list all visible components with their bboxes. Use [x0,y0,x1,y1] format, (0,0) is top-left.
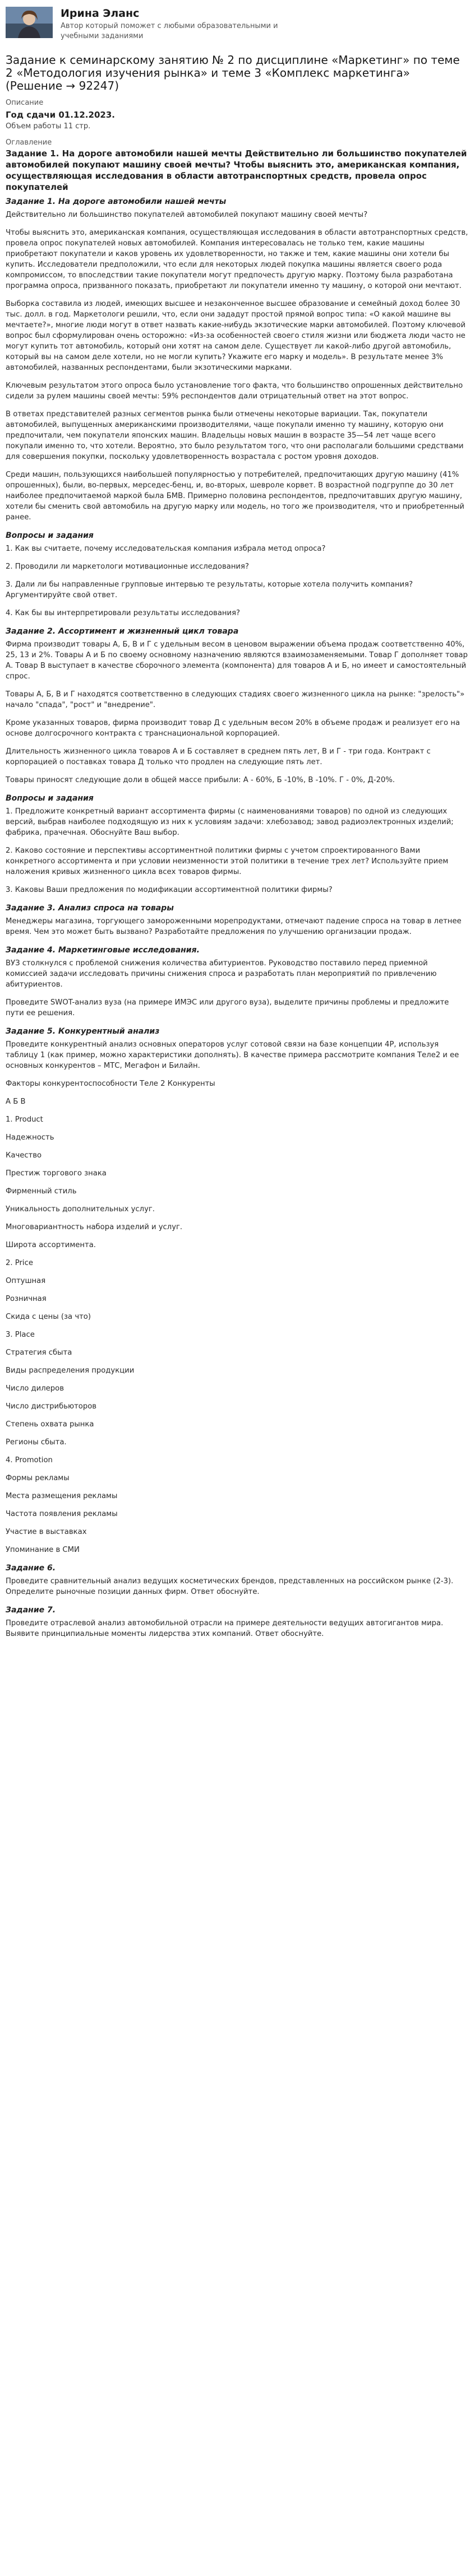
list-item: Многовариантность набора изделий и услуг. [6,1223,183,1231]
task-heading: Задание 6. [6,1564,56,1573]
list-item: Участие в выставках [6,1528,87,1536]
task-section [6,196,469,619]
item-list [6,543,469,619]
task-section [6,903,469,937]
list-item: 1. Как вы считаете, почему исследовательская компания избрала метод опроса? [6,545,326,553]
author-name[interactable]: Ирина Эланс [61,7,140,20]
task-paragraph: Проведите отраслевой анализ автомобильной отрасли на примере деятельности ведущих автогигантов мира. Выявите принципиальные моменты лидерства этих компаний. Ответ обоснуйте. [6,1619,444,1638]
due-year: Год сдачи 01.12.2023. [6,110,115,120]
questions-heading: Вопросы и задания [6,794,94,803]
task-heading: Задание 7. [6,1606,56,1615]
description-label: Описание [6,99,44,107]
task1-heading: Задание 1. На дороге автомобили нашей мечты Действительно ли большинство покупателей автомобилей покупают машину своей мечты? Чтобы выяснить это, американская компания, осуществляющая исследования в области автотранспортных средств, провела опрос покупателей [6,148,467,192]
list-item: 2. Каково состояние и перспективы ассортиментной политики фирмы с учетом спроектированного Вами конкретного ассортимента и при условии неизменности этой политики в течение трех лет? Используйте прием наложения кривых жизненного цикла всех товаров фирмы. [6,847,449,876]
document-body [0,54,475,1639]
list-item: 3. Дали ли бы направленные групповые интервью те результаты, которые хотела получить компания? Аргументируйте свой ответ. [6,580,413,599]
list-item: Регионы сбыта. [6,1438,67,1447]
list-item: 4. Promotion [6,1456,53,1464]
list-item: Виды распределения продукции [6,1366,135,1375]
task-paragraph: Действительно ли большинство покупателей автомобилей покупают машину своей мечты? [6,211,368,219]
list-item: Фирменный стиль [6,1187,77,1196]
task-section [6,626,469,895]
questions-heading: Вопросы и задания [6,531,94,540]
task-heading: Задание 5. Конкурентный анализ [6,1027,160,1036]
author-description: Автор который поможет с любыми образовательными и учебными заданиями [61,22,278,40]
task-paragraph: В ответах представителей разных сегментов рынка были отмечены некоторые вариации. Так, покупатели автомобилей, выпущенных американскими производителями, чаще покупали именно ту машину, которую они предпочитали, чем покупатели японских машин. Владельцы новых машин в возрасте 35—54 лет чаще всего покупали именно то, что хотели. Вероятно, это было результатом того, что они располагали большими средствами для совершения покупки, поскольку удовлетворенность возрастала с ростом уровня доходов. [6,410,464,461]
list-item: Число дилеров [6,1384,64,1393]
task-paragraph: Ключевым результатом этого опроса было установление того факта, что большинство опрошенных действительно сидели за рулем машины своей мечты: 59% респондентов дали отрицательный ответ на этот вопрос. [6,382,463,401]
task-heading: Задание 2. Ассортимент и жизненный цикл товара [6,627,239,636]
task-paragraph: Выборка составила из людей, имеющих высшее и незаконченное высшее образование и семейный доход более 30 тыс. долл. в год. Маркетологи решили, что, если они зададут простой прямой вопрос типа: «О какой машине вы мечтаете?», многие люди могут в ответ назвать какие-нибудь экзотические марки автомобилей. Поэтому ключевой вопрос был сформулирован очень осторожно: «Из-за особенностей своего стиля жизни или бюджета люди часто не могут купить тот автомобиль, который они хотят на самом деле. Существует ли какой-либо другой автомобиль, который вы на самом деле хотели, но не могли купить? Укажите его марку и модель». В результате менее 3% автомобилей, названных респондентами, были экзотическими марками. [6,300,466,372]
list-item: Скида с цены (за что) [6,1313,91,1321]
task-paragraph: Среди машин, пользующихся наибольшей популярностью у потребителей, предпочитающих другую машину (41% опрошенных), были, во-первых, мерседес-бенц, и, во-вторых, шевроле корвет. В возрастной подгруппе до 30 лет наиболее предпочитаемой маркой была БМВ. Примерно половина респондентов, предпочитавших другую машину, хотели бы сменить свой автомобиль на другую марку или модель, но того же производителя, что и приобретенный ранее. [6,471,464,522]
page-count: Объем работы 11 стр. [6,122,91,131]
list-item: Розничная [6,1295,47,1303]
list-item: 1. Product [6,1115,43,1124]
list-item: Степень охвата рынка [6,1420,94,1429]
list-item: Число дистрибьюторов [6,1402,97,1411]
task-section [6,1605,469,1639]
document-title: Задание к семинарскому занятию № 2 по дисциплине «Маркетинг» по теме 2 «Методология изучения рынка» и теме 3 «Комплекс маркетинга» (Решение → 92247) [6,53,460,92]
task-paragraph: Проведите SWOT-анализ вуза (на примере ИМЭС или другого вуза), выделите причины проблемы и предложите пути ее решения. [6,998,449,1017]
list-item: Стратегия сбыта [6,1349,72,1357]
list-item: 4. Как бы вы интерпретировали результаты исследования? [6,609,241,617]
list-item: 3. Каковы Ваши предложения по модификации ассортиментной политики фирмы? [6,886,333,894]
list-item: 2. Price [6,1259,33,1267]
task-heading: Задание 3. Анализ спроса на товары [6,904,174,913]
avatar[interactable] [6,7,53,38]
list-item: Надежность [6,1133,54,1142]
list-item: Частота появления рекламы [6,1510,118,1518]
task-section [6,1563,469,1597]
list-item: Качество [6,1151,42,1160]
task-paragraph: Факторы конкурентоспособности Теле 2 Конкуренты [6,1080,215,1088]
task-paragraph: ВУЗ столкнулся с проблемой снижения количества абитуриентов. Руководство поставило перед приемной комиссией задачи исследовать причины снижения спроса и разработать план мероприятий по привлечению абитуриентов. [6,959,437,989]
author-header [0,0,475,40]
task-paragraph: Длительность жизненного цикла товаров А и Б составляет в среднем пять лет, В и Г - три года. Контракт с корпорацией о поставках товара Д только что продлен на следующие пять лет. [6,747,431,766]
list-item: Формы рекламы [6,1474,70,1482]
task-paragraph: Товары приносят следующие доли в общей массе прибыли: А - 60%, Б -10%, В -10%. Г - 0%, Д-20%. [6,776,395,784]
list-item: 1. Предложите конкретный вариант ассортимента фирмы (с наименованиями товаров) по одной из следующих версий, выбрав наиболее подходящую из них к условиям задачи: хлебозавод; завод радиоэлектронных изделий; фабрика, прачечная. Обоснуйте Ваш выбор. [6,807,454,837]
task-paragraph: Чтобы выяснить это, американская компания, осуществляющая исследования в области автотранспортных средств, провела опрос покупателей новых автомобилей. Компания интересовалась не только тем, какие машины приобретают покупатели и каков уровень их удовлетворенности, но также и тем, какие машины они хотели бы купить. Исследователи предположили, что если для некоторых людей покупка машины является своего рода компромиссом, то впоследствии такие покупатели могут предпочесть другую марку. Поэтому была разработана программа опроса, призванного показать, приобретают ли покупатели именно ту машину, о которой они мечтают. [6,229,468,290]
list-item: Упоминание в СМИ [6,1546,80,1554]
item-list [6,806,469,895]
task-section [6,1026,469,1555]
list-item: Уникальность дополнительных услуг. [6,1205,155,1213]
task-paragraph: Проведите сравнительный анализ ведущих косметических брендов, представленных на российском рынке (2-3). Определите рыночные позиции данных фирм. Ответ обоснуйте. [6,1577,454,1596]
list-item: Широта ассортимента. [6,1241,96,1249]
toc-label: Оглавление [6,138,52,147]
task-paragraph: Проведите конкурентный анализ основных операторов услуг сотовой связи на базе концепции 4P, используя таблицу 1 (как пример, можно характеристики дополнять). В качестве примера рассмотрите компания Теле2 и ее основных конкурентов – МТС, Мегафон и Билайн. [6,1040,459,1070]
list-item: 3. Place [6,1331,35,1339]
task-heading: Задание 4. Маркетинговые исследования. [6,946,200,955]
list-item: 2. Проводили ли маркетологи мотивационные исследования? [6,562,249,571]
task-paragraph: Фирма производит товары А, Б, В и Г с удельным весом в ценовом выражении объема продаж соответственно 40%, 25, 13 и 2%. Товары А и Б по своему основному назначению являются взаимозаменяемыми. Товар Г дополняет товар А. Товар В выступает в качестве сборочного элемента (компонента) для товаров А и Б, но имеет и самостоятельный спрос. [6,640,468,681]
list-item: Оптушная [6,1277,46,1285]
author-info [61,6,285,41]
task-paragraph: Менеджеры магазина, торгующего замороженными морепродуктами, отмечают падение спроса на товар в летнее время. Чем это может быть вызвано? Разработайте предложения по улучшению организации продаж. [6,917,462,936]
task-paragraph: Товары А, Б, В и Г находятся соответственно в следующих стадиях своего жизненного цикла на рынке: "зрелость"» начало "спада", "рост" и "внедрение". [6,690,465,709]
item-list [6,1096,469,1555]
avatar-image [6,7,53,38]
task-sections [6,196,469,1639]
task-heading: Задание 1. На дороге автомобили нашей мечты [6,197,227,206]
list-item: Престиж торгового знака [6,1169,107,1178]
task-section [6,945,469,1019]
task-paragraph: Кроме указанных товаров, фирма производит товар Д с удельным весом 20% в объеме продаж и реализует его на основе долгосрочного контракта с транснациональной корпорацией. [6,719,460,738]
list-item: А Б В [6,1098,26,1106]
list-item: Места размещения рекламы [6,1492,118,1500]
